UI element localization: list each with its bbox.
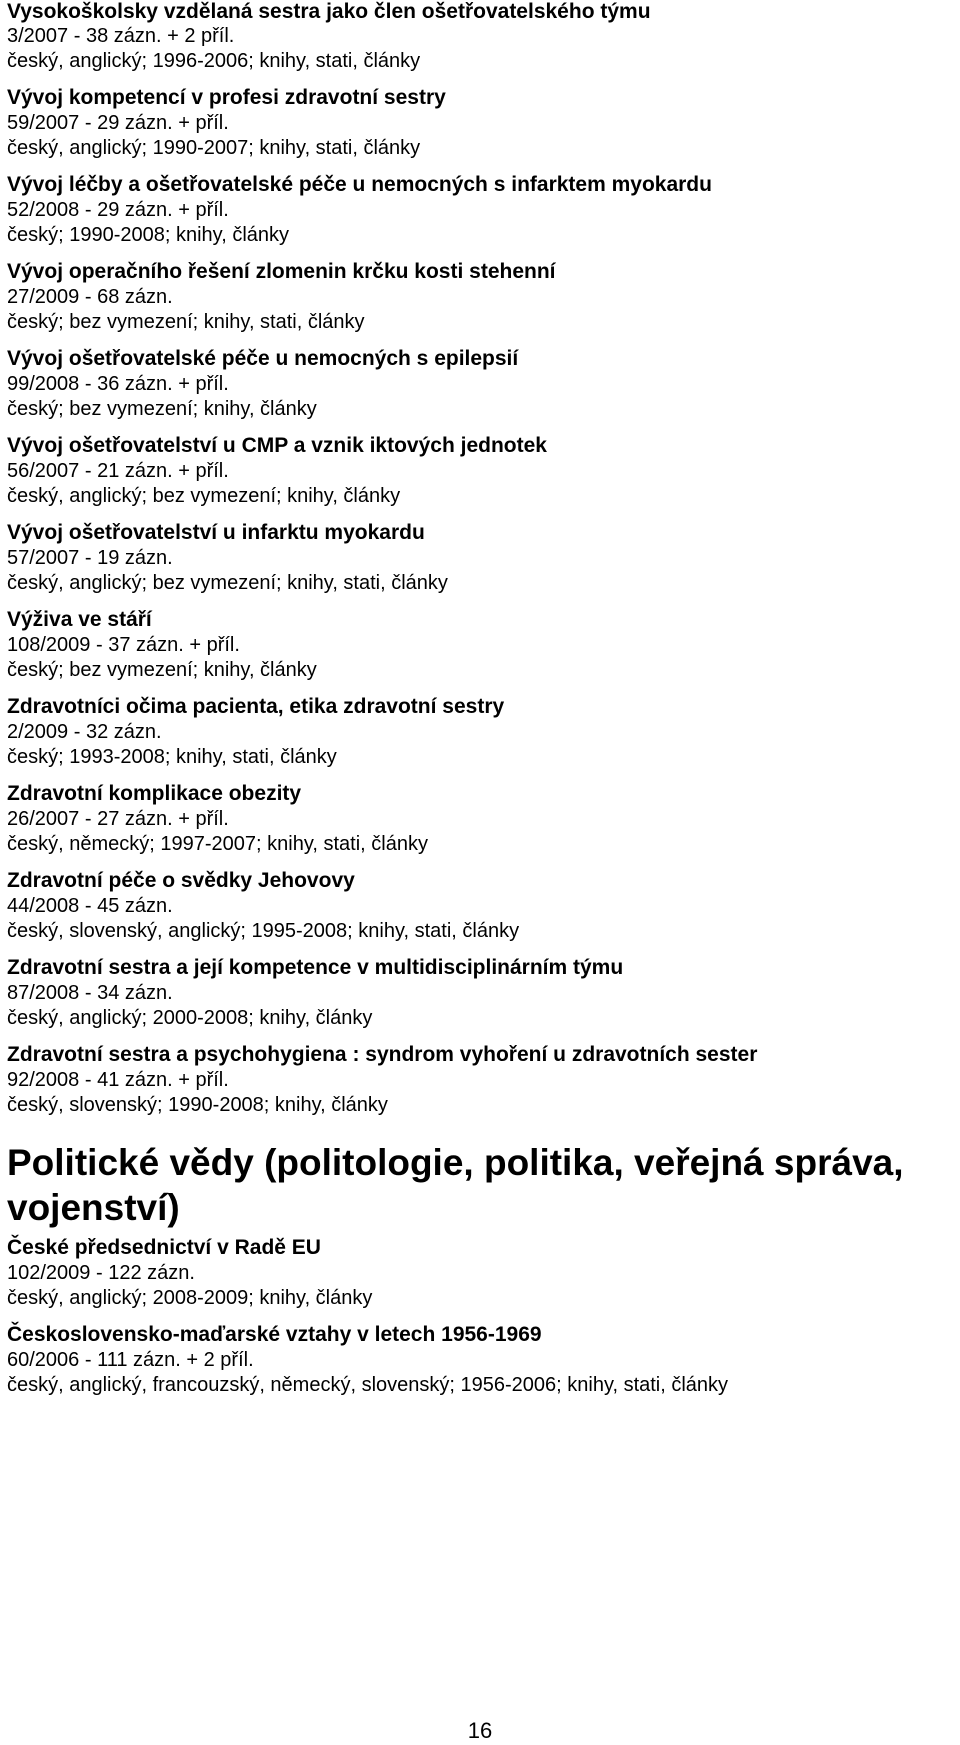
bibliography-entry xyxy=(7,606,957,683)
bibliography-entry xyxy=(7,780,957,857)
entry-title: Výživa ve stáří xyxy=(7,608,152,631)
bibliography-entry xyxy=(7,84,957,161)
entry-metadata: český, anglický, francouzský, německý, slovenský; 1956-2006; knihy, stati, články xyxy=(7,1374,729,1396)
section-heading xyxy=(7,1140,957,1230)
entry-title: České předsednictví v Radě EU xyxy=(7,1236,321,1259)
entry-title: Vývoj ošetřovatelství u CMP a vznik iktových jednotek xyxy=(7,434,547,457)
bibliography-entry xyxy=(7,1041,957,1118)
bibliography-entry xyxy=(7,258,957,335)
entry-title: Vývoj ošetřovatelství u infarktu myokardu xyxy=(7,521,425,544)
entry-reference: 44/2008 - 45 zázn. xyxy=(7,895,173,917)
entry-title: Československo-maďarské vztahy v letech 1956-1969 xyxy=(7,1323,542,1346)
entry-reference: 87/2008 - 34 zázn. xyxy=(7,982,173,1004)
document-page xyxy=(7,0,957,1408)
entry-reference: 92/2008 - 41 zázn. + příl. xyxy=(7,1069,229,1091)
bibliography-entry xyxy=(7,519,957,596)
bibliography-entry xyxy=(7,867,957,944)
entry-title: Zdravotní sestra a její kompetence v multidisciplinárním týmu xyxy=(7,956,624,979)
entry-metadata: český, slovenský; 1990-2008; knihy, články xyxy=(7,1094,388,1116)
entry-title: Zdravotní komplikace obezity xyxy=(7,782,302,805)
entry-reference: 56/2007 - 21 zázn. + příl. xyxy=(7,460,229,482)
entry-title: Zdravotníci očima pacienta, etika zdravotní sestry xyxy=(7,695,505,718)
entry-metadata: český, anglický; 2008-2009; knihy, články xyxy=(7,1287,373,1309)
entry-reference: 99/2008 - 36 zázn. + příl. xyxy=(7,373,229,395)
entry-title: Vysokoškolsky vzdělaná sestra jako člen ošetřovatelského týmu xyxy=(7,0,651,23)
entry-reference: 59/2007 - 29 zázn. + příl. xyxy=(7,112,229,134)
entry-metadata: český, slovenský, anglický; 1995-2008; knihy, stati, články xyxy=(7,920,520,942)
entry-reference: 102/2009 - 122 zázn. xyxy=(7,1262,195,1284)
bibliography-entry xyxy=(7,171,957,248)
entry-metadata: český, anglický; 1990-2007; knihy, stati, články xyxy=(7,137,421,159)
entry-reference: 27/2009 - 68 zázn. xyxy=(7,286,173,308)
bibliography-entry xyxy=(7,693,957,770)
entry-title: Vývoj operačního řešení zlomenin krčku kosti stehenní xyxy=(7,260,556,283)
bibliography-entry xyxy=(7,954,957,1031)
entry-metadata: český; 1990-2008; knihy, články xyxy=(7,224,290,246)
entry-title: Vývoj léčby a ošetřovatelské péče u nemocných s infarktem myokardu xyxy=(7,173,712,196)
entry-reference: 57/2007 - 19 zázn. xyxy=(7,547,173,569)
entry-title: Zdravotní sestra a psychohygiena : syndrom vyhoření u zdravotních sester xyxy=(7,1043,758,1066)
entry-metadata: český, německý; 1997-2007; knihy, stati, články xyxy=(7,833,428,855)
bibliography-entry xyxy=(7,1234,957,1311)
bibliography-entry xyxy=(7,345,957,422)
entry-reference: 2/2009 - 32 zázn. xyxy=(7,721,162,743)
entry-metadata: český, anglický; 1996-2006; knihy, stati, články xyxy=(7,50,421,72)
bibliography-entry xyxy=(7,432,957,509)
entry-title: Vývoj ošetřovatelské péče u nemocných s epilepsií xyxy=(7,347,519,370)
entry-metadata: český; bez vymezení; knihy, články xyxy=(7,398,317,420)
section-heading-line: vojenství) xyxy=(7,1187,180,1228)
entry-metadata: český, anglický; bez vymezení; knihy, články xyxy=(7,485,401,507)
bibliography-entry xyxy=(7,1321,957,1398)
entry-title: Vývoj kompetencí v profesi zdravotní sestry xyxy=(7,86,446,109)
entry-metadata: český; bez vymezení; knihy, články xyxy=(7,659,317,681)
entry-reference: 52/2008 - 29 zázn. + příl. xyxy=(7,199,229,221)
entry-title: Zdravotní péče o svědky Jehovovy xyxy=(7,869,355,892)
entry-reference: 26/2007 - 27 zázn. + příl. xyxy=(7,808,229,830)
entry-reference: 3/2007 - 38 zázn. + 2 příl. xyxy=(7,25,235,47)
entry-metadata: český; bez vymezení; knihy, stati, články xyxy=(7,311,365,333)
page-number: 16 xyxy=(467,1718,493,1743)
entry-reference: 60/2006 - 111 zázn. + 2 příl. xyxy=(7,1349,254,1371)
entry-reference: 108/2009 - 37 zázn. + příl. xyxy=(7,634,240,656)
entry-metadata: český, anglický; bez vymezení; knihy, stati, články xyxy=(7,572,448,594)
entry-metadata: český, anglický; 2000-2008; knihy, články xyxy=(7,1007,373,1029)
section-heading-line: Politické vědy (politologie, politika, veřejná správa, xyxy=(7,1142,904,1183)
entry-metadata: český; 1993-2008; knihy, stati, články xyxy=(7,746,337,768)
bibliography-entry xyxy=(7,0,957,74)
